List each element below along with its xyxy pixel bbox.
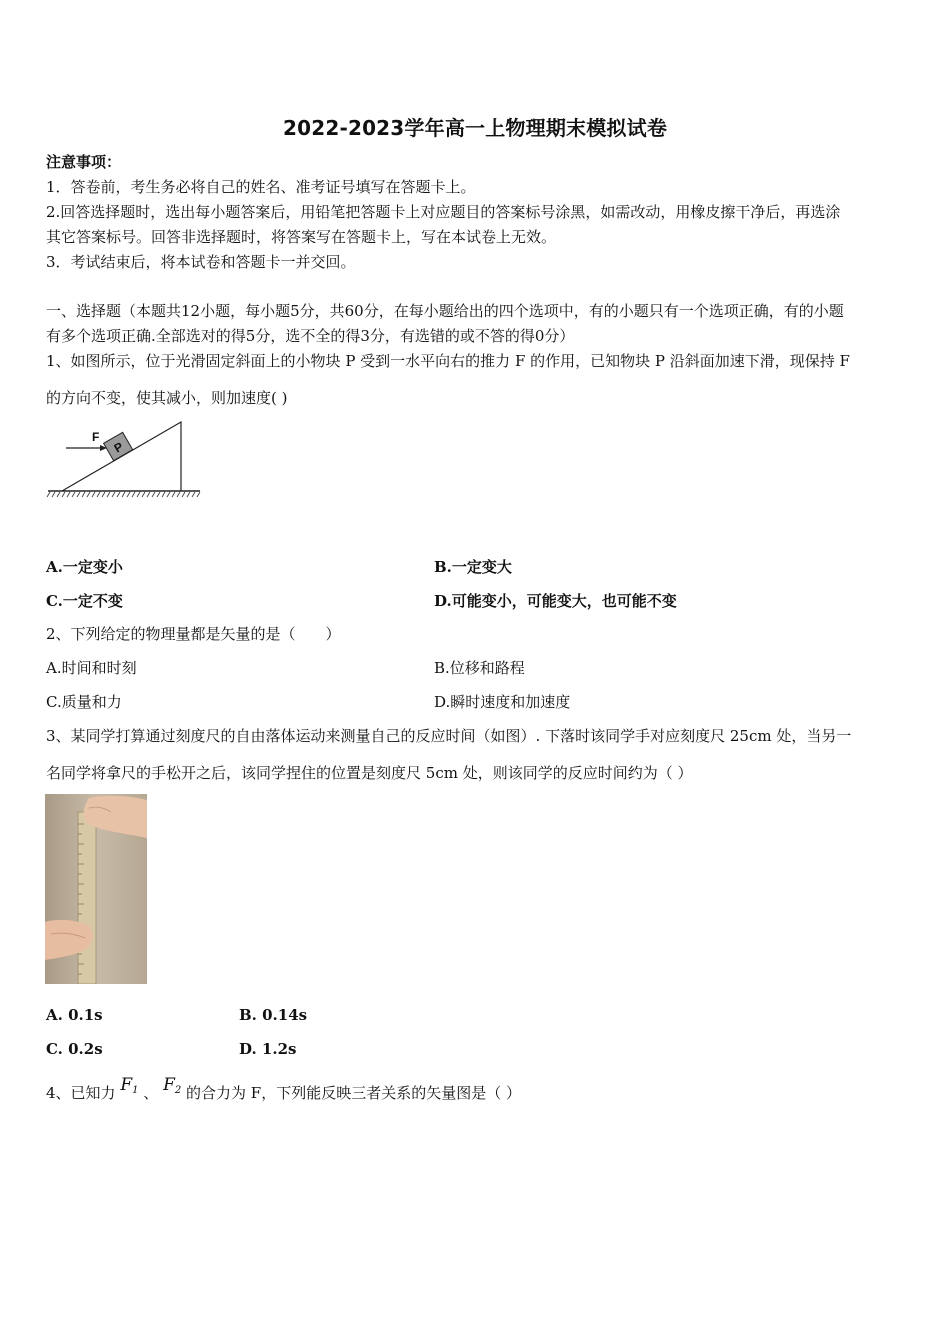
page-title: 2022-2023学年高一上物理期末模拟试卷 bbox=[282, 116, 668, 140]
q3-option-a: A. 0.1s bbox=[46, 1006, 103, 1024]
notes-item-2: 2.回答选择题时，选出每小题答案后，用铅笔把答题卡上对应题目的答案标号涂黑，如需改动，用橡皮擦干净后，再选涂 bbox=[46, 203, 841, 221]
q3-stem-line2: 名同学将拿尺的手松开之后，该同学捏住的位置是刻度尺 5cm 处，则该同学的反应时间约为（ ） bbox=[46, 764, 693, 782]
q1-incline-figure bbox=[46, 418, 206, 500]
q1-option-c: C.一定不变 bbox=[46, 592, 123, 610]
q3-option-d: D. 1.2s bbox=[239, 1040, 297, 1058]
q2-option-a: A.时间和时刻 bbox=[46, 659, 137, 677]
q1-option-a: A.一定变小 bbox=[46, 558, 123, 576]
section-heading-line2: 有多个选项正确.全部选对的得5分，选不全的得3分，有选错的或不答的得0分） bbox=[46, 327, 575, 345]
force-label-f: F bbox=[92, 430, 100, 444]
q2-stem: 2、下列给定的物理量都是矢量的是（ ） bbox=[46, 625, 341, 643]
q3-ruler-photo bbox=[45, 794, 147, 984]
block-label-p: P bbox=[111, 439, 126, 456]
notes-item-3: 3．考试结束后，将本试卷和答题卡一并交回。 bbox=[46, 253, 356, 271]
q4-prefix: 4、已知力 bbox=[46, 1084, 116, 1102]
q4-separator: 、 bbox=[143, 1084, 159, 1102]
notes-item-1: 1．答卷前，考生务必将自己的姓名、准考证号填写在答题卡上。 bbox=[46, 178, 476, 196]
q3-option-b: B. 0.14s bbox=[239, 1006, 308, 1024]
q1-option-b: B.一定变大 bbox=[434, 558, 512, 576]
notes-heading: 注意事项： bbox=[46, 153, 122, 171]
q3-option-c: C. 0.2s bbox=[46, 1040, 103, 1058]
ruler bbox=[78, 812, 96, 984]
q2-option-c: C.质量和力 bbox=[46, 693, 122, 711]
q2-option-d: D.瞬时速度和加速度 bbox=[434, 693, 571, 711]
q4-f1-symbol: $F_1$ bbox=[120, 1075, 139, 1096]
q1-option-d: D.可能变小，可能变大，也可能不变 bbox=[434, 592, 677, 610]
q1-stem-line1: 1、如图所示，位于光滑固定斜面上的小物块 P 受到一水平向右的推力 F 的作用，已知物块 P 沿斜面加速下滑，现保持 F bbox=[46, 352, 850, 370]
q1-stem-line2: 的方向不变，使其减小，则加速度( ) bbox=[46, 389, 288, 407]
q4-f2-symbol: $F_2$ bbox=[163, 1075, 182, 1096]
q4-suffix: 的合力为 F，下列能反映三者关系的矢量图是（ ） bbox=[186, 1084, 521, 1102]
q3-stem-line1: 3、某同学打算通过刻度尺的自由落体运动来测量自己的反应时间（如图）. 下落时该同学手对应刻度尺 25cm 处，当另一 bbox=[46, 727, 852, 745]
block-p bbox=[104, 432, 133, 460]
section-heading-line1: 一、选择题（本题共12小题，每小题5分，共60分，在每小题给出的四个选项中，有的小题只有一个选项正确，有的小题 bbox=[46, 302, 844, 320]
q4-stem bbox=[46, 1075, 908, 1112]
notes-item-2-cont: 其它答案标号。回答非选择题时，将答案写在答题卡上，写在本试卷上无效。 bbox=[46, 228, 557, 246]
q2-option-b: B.位移和路程 bbox=[434, 659, 525, 677]
